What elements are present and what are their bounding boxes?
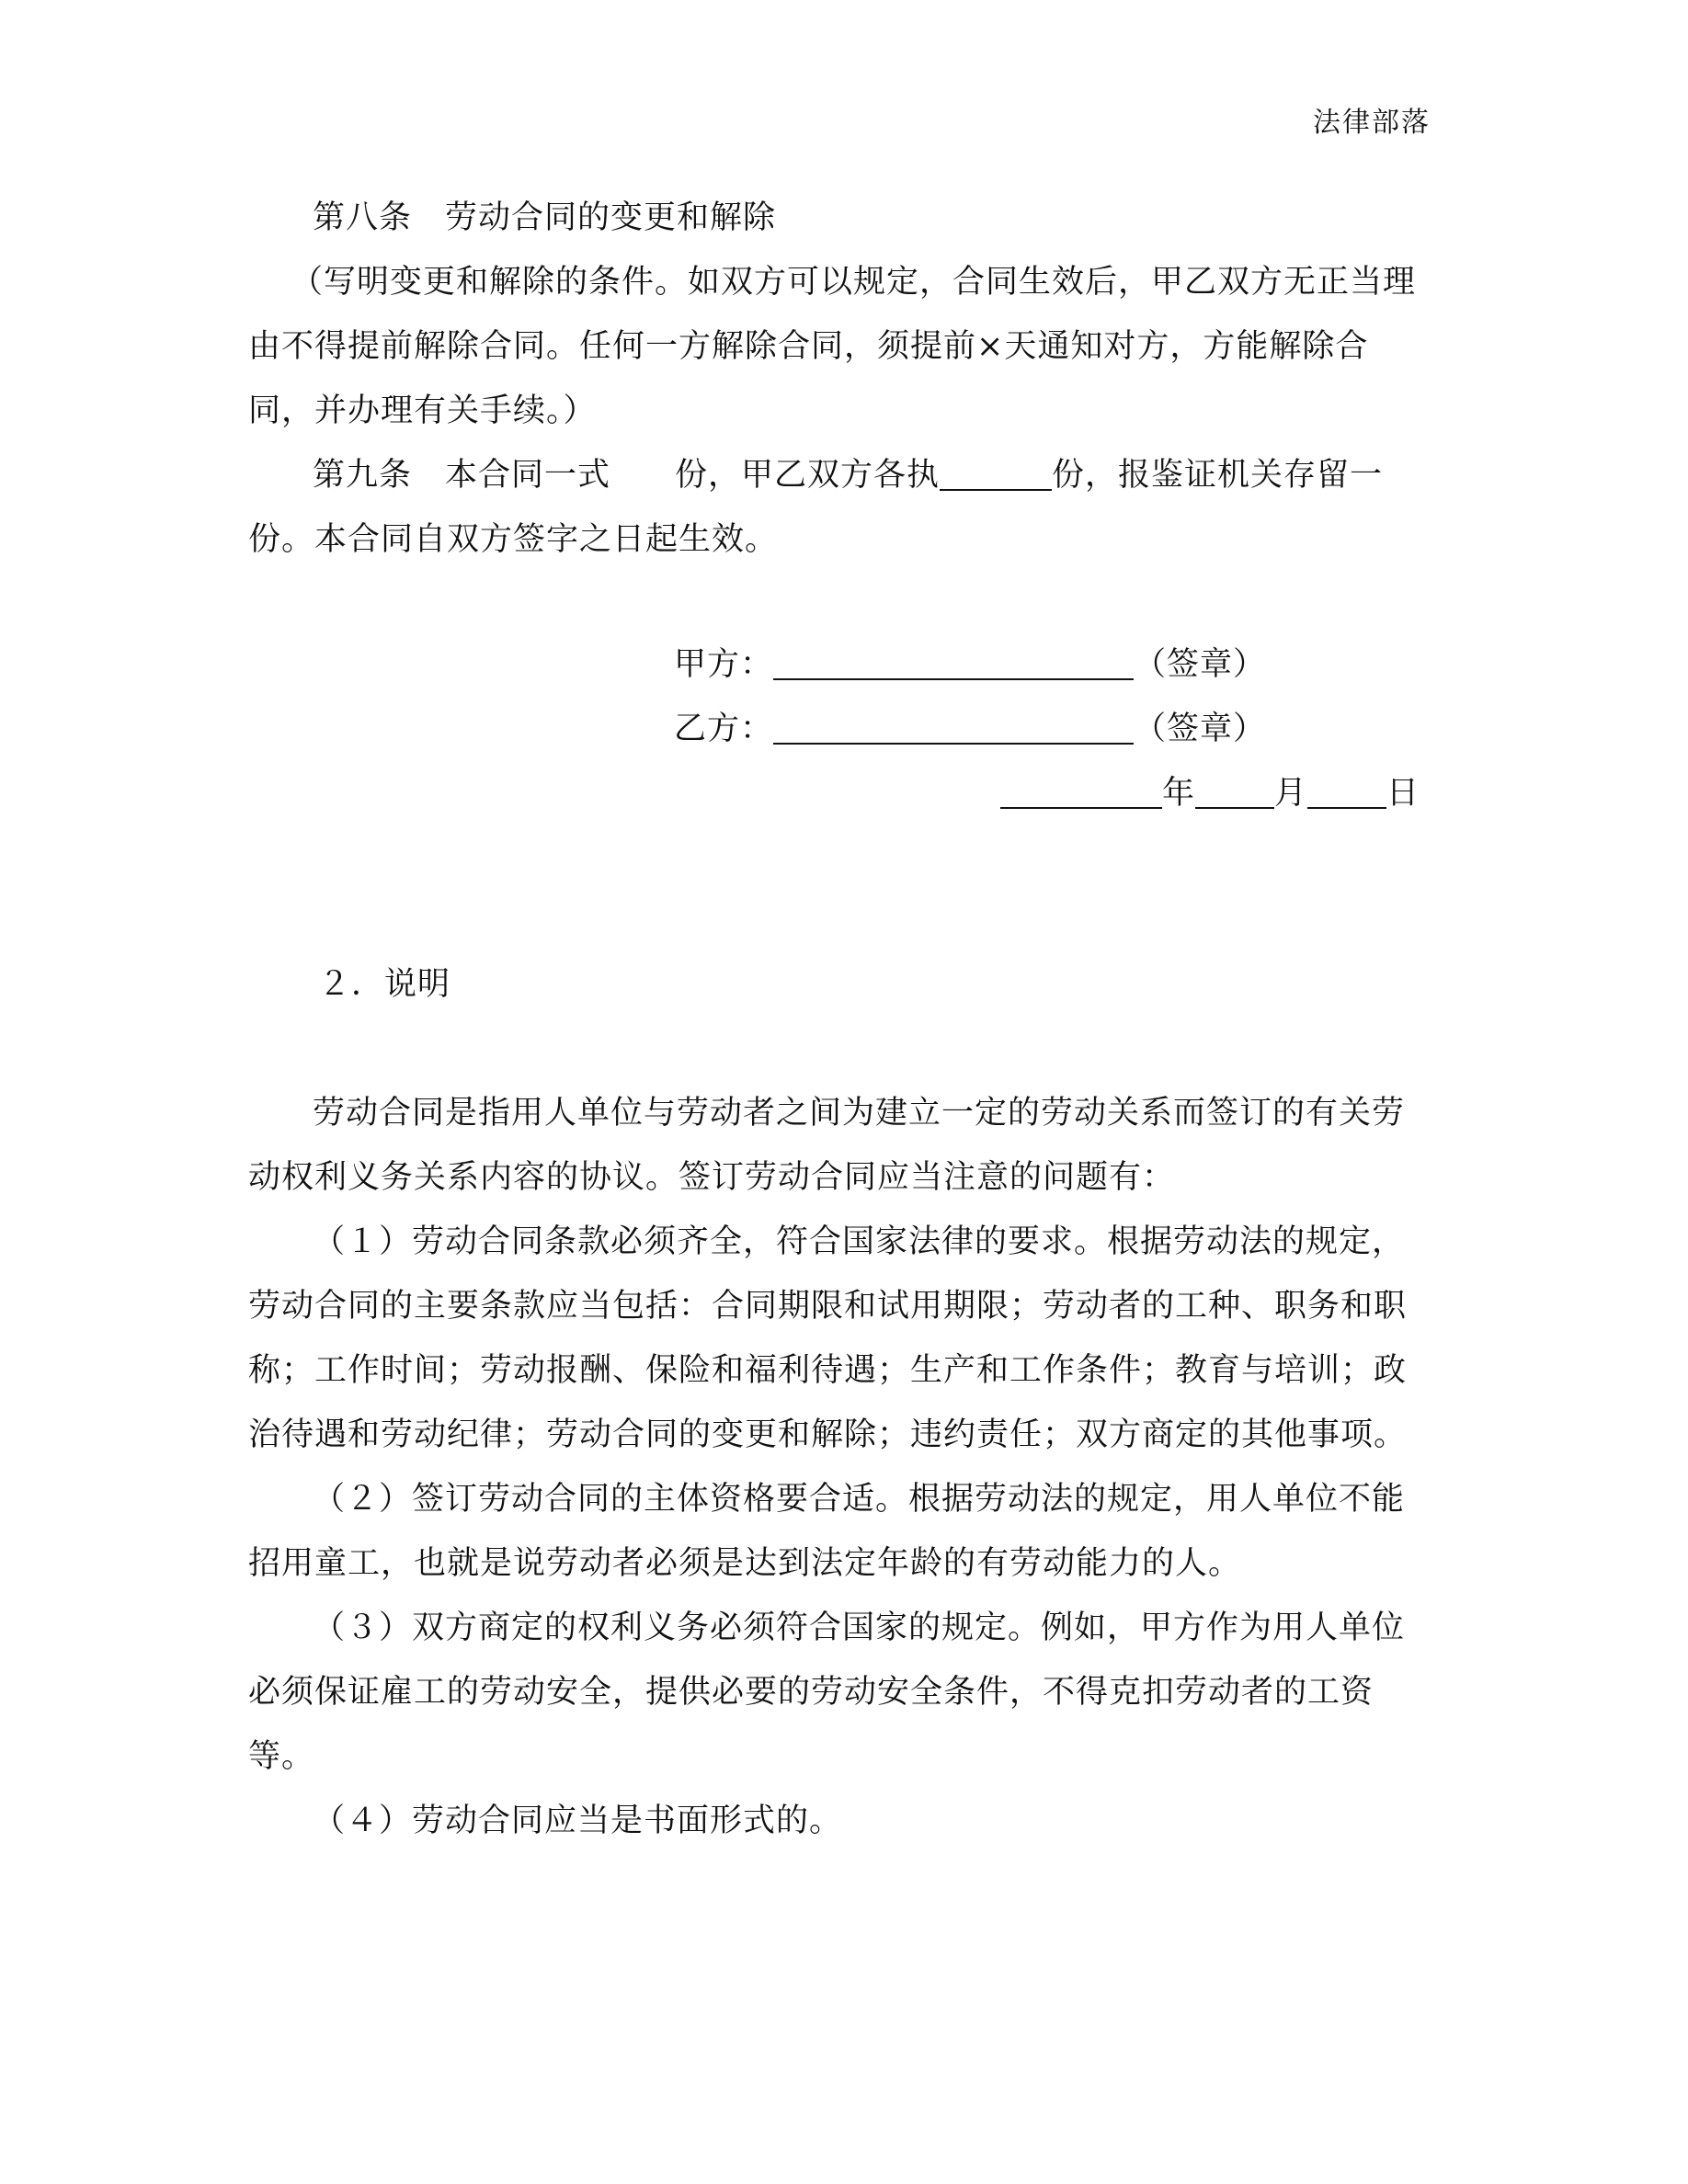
- party-b-signature-line: [674, 697, 1266, 761]
- section-2-item-1: （１）劳动合同条款必须齐全，符合国家法律的要求。根据劳动法的规定，劳动合同的主要条款应当包括：合同期限和试用期限；劳动者的工种、职务和职称；工作时间；劳动报酬、保险和福利待遇；生产和工作条件；教育与培训；政治待遇和劳动纪律；劳动合同的变更和解除；违约责任；双方商定的其他事项。: [248, 1223, 1408, 1453]
- section-2-heading-block: [248, 952, 1431, 1017]
- month-label: 月: [1274, 775, 1308, 812]
- party-b-label: 乙方：: [674, 711, 774, 747]
- party-a-seal: （签章）: [1134, 646, 1267, 683]
- date-line: [1000, 761, 1420, 825]
- party-b-seal: （签章）: [1134, 711, 1267, 747]
- section-2-heading: ２．说明: [318, 966, 451, 1003]
- article-9-part2: 份，甲乙双方各执: [675, 457, 941, 494]
- party-a-label: 甲方：: [674, 646, 774, 683]
- section-2-item-3: （３）双方商定的权利义务必须符合国家的规定。例如，甲方作为用人单位必须保证雇工的劳动安全，提供必要的劳动安全条件，不得克扣劳动者的工资等。: [248, 1610, 1406, 1775]
- section-2-item-4: （４）劳动合同应当是书面形式的。: [313, 1803, 843, 1839]
- article-9: [248, 443, 1431, 572]
- year-blank: [1000, 770, 1162, 809]
- article-8-text: （写明变更和解除的条件。如双方可以规定，合同生效后，甲乙双方无正当理由不得提前解除合同。任何一方解除合同，须提前×天通知对方，方能解除合同，并办理有关手续。）: [248, 264, 1417, 429]
- article-9-part3: 份，报鉴证机关存留一份。本合同自双方签字之日起生效。: [248, 457, 1384, 558]
- month-blank: [1195, 770, 1274, 809]
- year-label: 年: [1162, 775, 1196, 812]
- section-2-item-2: （２）签订劳动合同的主体资格要合适。根据劳动法的规定，用人单位不能招用童工，也就是说劳动者必须是达到法定年龄的有劳动能力的人。: [248, 1481, 1406, 1582]
- day-label: 日: [1386, 775, 1420, 812]
- section-2-intro: 劳动合同是指用人单位与劳动者之间为建立一定的劳动关系而签订的有关劳动权利义务关系内容的协议。签订劳动合同应当注意的问题有：: [248, 1095, 1406, 1196]
- party-b-blank: [773, 706, 1134, 745]
- party-a-signature-line: [674, 632, 1266, 697]
- party-a-blank: [773, 642, 1134, 680]
- day-blank: [1307, 770, 1386, 809]
- article-8: [248, 186, 1431, 572]
- copies-each-blank: [940, 452, 1052, 491]
- page-header: 法律部落: [1313, 107, 1431, 139]
- article-9-part1: 第九条 本合同一式: [313, 457, 611, 494]
- section-2: [248, 1081, 1431, 1853]
- article-8-heading: 第八条 劳动合同的变更和解除: [313, 199, 777, 236]
